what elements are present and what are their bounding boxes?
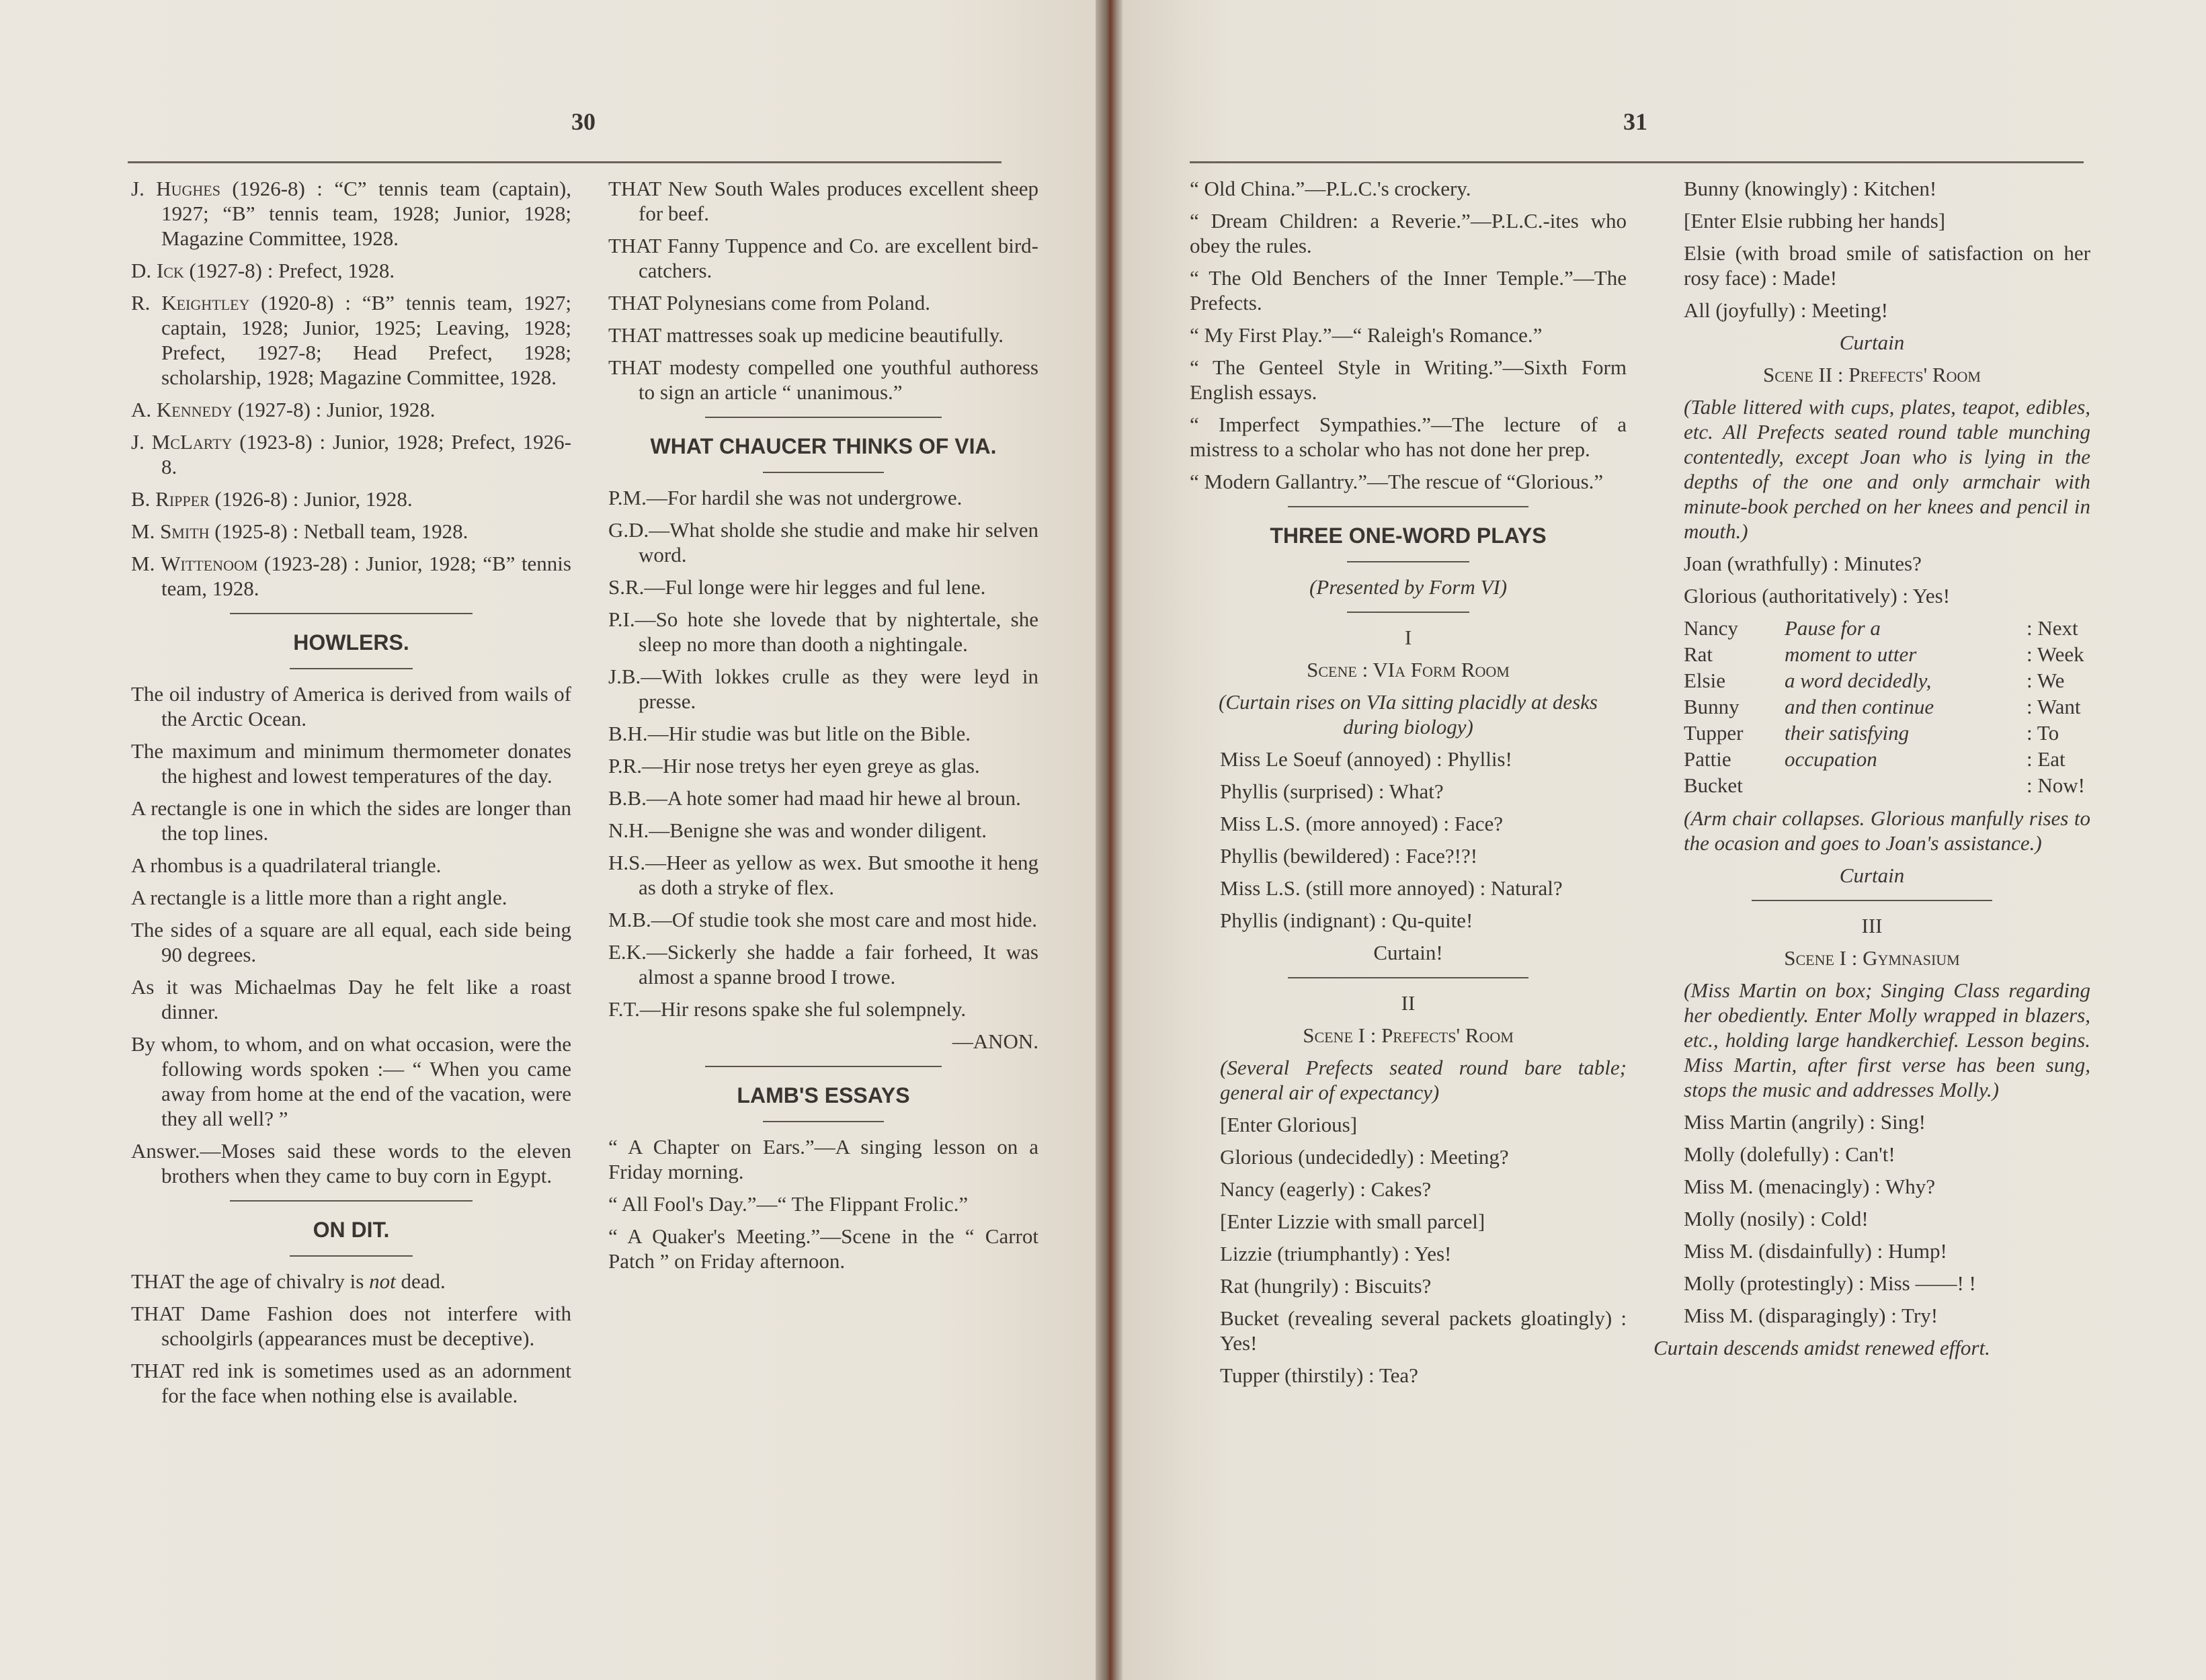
left-column-2 — [608, 176, 1038, 1281]
page-number: 31 — [1623, 108, 1647, 135]
final-direction: Curtain descends amidst renewed effort. — [1653, 1336, 1990, 1359]
stage-direction: (Table littered with cups, plates, teapot, edibles, etc. All Prefects seated round table munching contentedly, except Joan who is lying in the depths of the one and only armchair with minute-book perched on her knees and pencil in mouth.) — [1684, 395, 2090, 543]
record-text: (1923-28) : Junior, 1928; “B” tennis team, 1928. — [161, 552, 571, 600]
cast-spacer — [2000, 720, 2027, 745]
cast-direction: and then continue — [1785, 695, 1934, 718]
text-line: “ Old China.”—P.L.C.'s crockery. — [1190, 177, 1471, 200]
play2-lines — [1190, 1112, 1627, 1388]
cast-word: : Now! — [2027, 773, 2085, 797]
cast-direction: Pause for a — [1785, 616, 1881, 640]
that-items-list — [608, 176, 1038, 405]
cast-direction — [1785, 773, 2000, 798]
cast-spacer — [2000, 642, 2027, 667]
text-line: By whom, to whom, and on what occasion, were the following words spoken :— “ When you came away from home at the end of the vacation, were they all well? ” — [131, 1032, 571, 1130]
text-line: “ All Fool's Day.”—“ The Flippant Frolic.” — [608, 1192, 969, 1216]
chaucer-heading: WHAT CHAUCER THINKS OF VIA. — [650, 434, 997, 458]
text-line: Miss L.S. (still more annoyed) : Natural? — [1220, 876, 1563, 900]
text-line: Lizzie (triumphantly) : Yes! — [1220, 1242, 1452, 1265]
text-line: As it was Michaelmas Day he felt like a roast dinner. — [131, 975, 571, 1023]
divider — [1288, 977, 1528, 978]
cast-name: Elsie — [1684, 669, 1725, 692]
stage-direction: (Arm chair collapses. Glorious manfully rises to the ocasion and goes to Joan's assistance.) — [1684, 806, 2090, 855]
record-entry — [131, 397, 571, 422]
book-gutter — [1096, 0, 1122, 1680]
record-entry — [131, 258, 571, 283]
divider — [290, 1255, 413, 1257]
record-text: (1926-8) : “C” tennis team (captain), 1927; “B” tennis team, 1928; Junior, 1928; Magazine Committee, 1928. — [161, 177, 571, 250]
text-line: P.R.—Hir nose tretys her eyen greye as glas. — [608, 754, 980, 778]
text-line: J.B.—With lokkes crulle as they were leyd in presse. — [608, 665, 1038, 713]
text-line: Miss L.S. (more annoyed) : Face? — [1220, 812, 1503, 835]
text-line: H.S.—Heer as yellow as wex. But smoothe it heng as doth a stryke of flex. — [608, 851, 1038, 899]
text-line: THAT New South Wales produces excellent sheep for beef. — [608, 177, 1038, 225]
record-entry — [131, 551, 571, 601]
cast-word: : Want — [2027, 695, 2081, 718]
presented-by: (Presented by Form VI) — [1309, 575, 1508, 599]
record-entry — [131, 176, 571, 251]
cast-direction: moment to utter — [1785, 642, 1917, 666]
text-line: B.B.—A hote somer had maad hir hewe al broun. — [608, 786, 1021, 810]
text-line: “ A Chapter on Ears.”—A singing lesson on a Friday morning. — [608, 1135, 1038, 1183]
play2-cont-lines — [1653, 176, 2090, 323]
record-entry — [131, 487, 571, 511]
text-line: Joan (wrathfully) : Minutes? — [1684, 552, 1922, 575]
play-number: I — [1404, 626, 1412, 649]
cast-name: Rat — [1684, 642, 1713, 666]
text-line: THAT mattresses soak up medicine beautifully. — [608, 323, 1004, 347]
cast-word: : Week — [2027, 642, 2084, 666]
text-line: Molly (nosily) : Cold! — [1684, 1207, 1869, 1230]
divider — [763, 472, 883, 473]
scene-title: Scene I : Prefects' Room — [1303, 1023, 1514, 1047]
text-line: Phyllis (indignant) : Qu-quite! — [1220, 909, 1473, 932]
divider — [705, 1066, 942, 1067]
chaucer-list — [608, 485, 1038, 1021]
divider — [230, 1200, 472, 1202]
text-line: Bucket (revealing several packets gloatingly) : Yes! — [1220, 1306, 1627, 1355]
ondit-item: THAT the age of chivalry is not dead. — [131, 1269, 446, 1293]
text-line: P.M.—For hardil she was not undergrowe. — [608, 486, 963, 509]
record-text: (1927-8) : Prefect, 1928. — [183, 259, 395, 282]
record-entry — [131, 429, 571, 479]
scene-title: Scene : VIa Form Room — [1307, 658, 1510, 681]
text-line: A rhombus is a quadrilateral triangle. — [131, 853, 442, 877]
record-text: (1925-8) : Netball team, 1928. — [209, 519, 468, 543]
text-line: “ A Quaker's Meeting.”—Scene in the “ Carrot Patch ” on Friday afternoon. — [608, 1224, 1038, 1273]
page-number: 30 — [571, 108, 596, 135]
stage-direction: (Curtain rises on VIa sitting placidly at desks during biology) — [1219, 690, 1598, 739]
text-line: Miss M. (menacingly) : Why? — [1684, 1175, 1935, 1198]
divider — [1752, 900, 1992, 901]
play-number: II — [1401, 991, 1416, 1015]
cast-name: Tupper — [1684, 721, 1744, 745]
text-line: Glorious (authoritatively) : Yes! — [1684, 584, 1951, 607]
right-column-1 — [1190, 176, 1627, 1395]
cast-direction: a word decidedly, — [1785, 669, 1932, 692]
text-line: Molly (protestingly) : Miss ——! ! — [1684, 1271, 1976, 1295]
text-line: THAT Polynesians come from Poland. — [608, 291, 931, 314]
text-line: Miss M. (disparagingly) : Try! — [1684, 1304, 1938, 1327]
text-line: Miss M. (disdainfully) : Hump! — [1684, 1239, 1947, 1263]
play-number: III — [1861, 914, 1883, 937]
stage-direction: (Miss Martin on box; Singing Class regarding her obediently. Enter Molly wrapped in blazers, etc., holding large handkerchief. Lesson begins. Miss Martin, after first verse has been sung, stops the music and addresses Molly.) — [1684, 978, 2090, 1101]
left-page — [0, 0, 1096, 1680]
divider — [230, 613, 472, 614]
cast-word: : We — [2027, 669, 2065, 692]
text-line: [Enter Lizzie with small parcel] — [1220, 1210, 1485, 1233]
lamb-list — [608, 1134, 1038, 1273]
record-text: (1927-8) : Junior, 1928. — [232, 398, 436, 421]
cast-spacer — [2000, 694, 2027, 719]
scene-title: Scene II : Prefects' Room — [1763, 363, 1981, 386]
divider — [290, 668, 413, 669]
text-line: Tupper (thirstily) : Tea? — [1220, 1363, 1418, 1387]
record-name: R. Keightley — [131, 291, 250, 314]
cast-name: Bunny — [1684, 695, 1740, 718]
text-line: G.D.—What sholde she studie and make hir selven word. — [608, 518, 1038, 566]
signature: —ANON. — [952, 1030, 1038, 1053]
howlers-heading: HOWLERS. — [293, 630, 409, 655]
divider — [705, 417, 942, 418]
text-line: “ The Genteel Style in Writing.”—Sixth Form English essays. — [1190, 355, 1627, 404]
text-line: All (joyfully) : Meeting! — [1684, 298, 1888, 322]
left-column-1 — [131, 176, 571, 1415]
old-girls-records — [131, 176, 571, 601]
text-line: Glorious (undecidedly) : Meeting? — [1220, 1145, 1509, 1169]
lamb-heading: LAMB'S ESSAYS — [737, 1083, 910, 1107]
cast-name: Nancy — [1684, 616, 1738, 640]
right-column-2 — [1653, 176, 2090, 1368]
record-text: (1926-8) : Junior, 1928. — [209, 487, 413, 511]
text-line: M.B.—Of studie took she most care and most hide. — [608, 908, 1037, 931]
text-line: B.H.—Hir studie was but litle on the Bible. — [608, 722, 971, 745]
cast-direction: their satisfying — [1785, 721, 1910, 745]
cast-name: Pattie — [1684, 747, 1731, 771]
text-line: Phyllis (bewildered) : Face?!?! — [1220, 844, 1478, 868]
scene-title: Scene I : Gymnasium — [1784, 946, 1960, 970]
text-line: E.K.—Sickerly she hadde a fair forheed, It was almost a spanne brood I trowe. — [608, 940, 1038, 989]
record-name: A. Kennedy — [131, 398, 233, 421]
text-line: F.T.—Hir resons spake she ful solempnely. — [608, 997, 967, 1021]
text-line: Miss Le Soeuf (annoyed) : Phyllis! — [1220, 747, 1512, 771]
text-line: [Enter Elsie rubbing her hands] — [1684, 209, 1946, 233]
plays-heading: THREE ONE-WORD PLAYS — [1270, 523, 1547, 548]
text-line: Bunny (knowingly) : Kitchen! — [1684, 177, 1937, 200]
text-line: The oil industry of America is derived from wails of the Arctic Ocean. — [131, 682, 571, 730]
play1-lines — [1190, 747, 1627, 933]
curtain: Curtain! — [1373, 941, 1443, 964]
record-name: M. Wittenoom — [131, 552, 258, 575]
play3-lines — [1653, 1109, 2090, 1328]
curtain: Curtain — [1839, 864, 1905, 887]
text-line: “ Imperfect Sympathies.”—The lecture of a mistress to a scholar who has not done her prep. — [1190, 413, 1627, 461]
text-line: Nancy (eagerly) : Cakes? — [1220, 1177, 1432, 1201]
text-line: S.R.—Ful longe were hir legges and ful lene. — [608, 575, 986, 599]
text-line: Phyllis (surprised) : What? — [1220, 780, 1444, 803]
cast-direction: occupation — [1785, 747, 1877, 771]
text-line: “ Modern Gallantry.”—The rescue of “Glorious.” — [1190, 470, 1604, 493]
record-name: M. Smith — [131, 519, 210, 543]
cast-word: : To — [2027, 721, 2059, 745]
ondit-heading: ON DIT. — [313, 1218, 390, 1242]
record-text: (1920-8) : “B” tennis team, 1927; captain, 1928; Junior, 1925; Leaving, 1928; Prefect, 1927-8; Head Prefect, 1928; scholarship, 1928; Magazine Committee, 1928. — [161, 291, 571, 389]
record-entry — [131, 290, 571, 390]
record-entry — [131, 519, 571, 544]
text-line: Elsie (with broad smile of satisfaction on her rosy face) : Made! — [1684, 241, 2090, 290]
cast-spacer — [2000, 747, 2027, 771]
top-rule — [128, 161, 1002, 163]
text-line: Miss Martin (angrily) : Sing! — [1684, 1110, 1926, 1134]
divider — [763, 1121, 883, 1122]
record-name: J. Hughes — [131, 177, 220, 200]
divider — [1288, 506, 1528, 507]
divider — [1347, 612, 1469, 613]
record-text: (1923-8) : Junior, 1928; Prefect, 1926-8. — [161, 430, 571, 478]
ondit-list — [131, 1301, 571, 1408]
right-page — [1122, 0, 2206, 1680]
text-line: A rectangle is a little more than a right angle. — [131, 886, 507, 909]
cast-spacer — [2000, 616, 2027, 640]
lamb-cont-list — [1190, 176, 1627, 494]
text-line: THAT Dame Fashion does not interfere with schoolgirls (appearances must be deceptive). — [131, 1302, 571, 1350]
top-rule — [1190, 161, 2084, 163]
text-line: THAT red ink is sometimes used as an adornment for the face when nothing else is available. — [131, 1359, 571, 1407]
text-line: THAT modesty compelled one youthful authoress to sign an article “ unanimous.” — [608, 355, 1038, 404]
record-name: J. McLarty — [131, 430, 233, 454]
text-line: [Enter Glorious] — [1220, 1113, 1358, 1136]
record-name: D. Ick — [131, 259, 184, 282]
text-line: Molly (dolefully) : Can't! — [1684, 1142, 1895, 1166]
cast-grid — [1684, 616, 2090, 798]
howlers-list — [131, 681, 571, 1188]
text-line: N.H.—Benigne she was and wonder diligent. — [608, 818, 987, 842]
curtain: Curtain — [1839, 331, 1905, 354]
text-line: “ Dream Children: a Reverie.”—P.L.C.-ites who obey the rules. — [1190, 209, 1627, 257]
divider — [1347, 561, 1469, 562]
text-line: The sides of a square are all equal, each side being 90 degrees. — [131, 918, 571, 966]
text-line: Rat (hungrily) : Biscuits? — [1220, 1274, 1432, 1298]
text-line: “ The Old Benchers of the Inner Temple.”—The Prefects. — [1190, 266, 1627, 314]
cast-spacer — [2000, 668, 2027, 693]
text-line: THAT Fanny Tuppence and Co. are excellent bird-catchers. — [608, 234, 1038, 282]
text-line: P.I.—So hote she lovede that by nightertale, she sleep no more than dooth a nightingale. — [608, 607, 1038, 656]
cast-word: : Eat — [2027, 747, 2066, 771]
cast-name: Bucket — [1684, 773, 1743, 797]
cast-spacer — [2000, 773, 2027, 798]
text-line: The maximum and minimum thermometer donates the highest and lowest temperatures of the day. — [131, 739, 571, 788]
record-name: B. Ripper — [131, 487, 210, 511]
stage-direction: (Several Prefects seated round bare table; general air of expectancy) — [1220, 1056, 1627, 1104]
text-line: A rectangle is one in which the sides are longer than the top lines. — [131, 796, 571, 845]
cast-word: : Next — [2027, 616, 2078, 640]
text-line: Answer.—Moses said these words to the eleven brothers when they came to buy corn in Egypt. — [131, 1139, 571, 1187]
text-line: “ My First Play.”—“ Raleigh's Romance.” — [1190, 323, 1543, 347]
scene2-lines — [1653, 551, 2090, 608]
